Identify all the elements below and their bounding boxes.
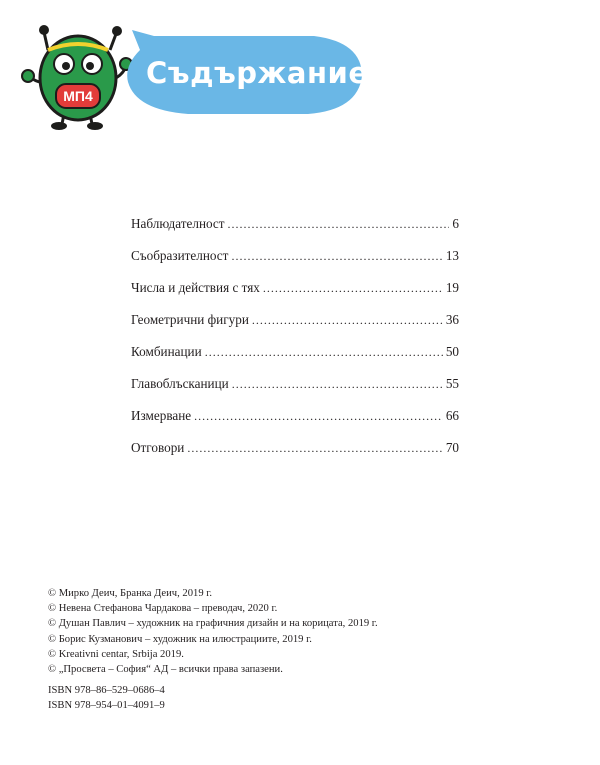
toc-entry[interactable]	[131, 344, 459, 376]
toc-entry-label: Геометрични фигури	[131, 312, 249, 327]
toc-entry-label: Комбинации	[131, 344, 202, 359]
page-title: Съдържание	[146, 56, 369, 90]
toc-entry[interactable]	[131, 376, 459, 408]
toc-entry-page: 66	[445, 408, 459, 423]
dot-leader	[252, 313, 443, 328]
credit-line: © Невена Стефанова Чардакова – преводач, 2020 г.	[48, 603, 278, 615]
mascot-badge-text: МП4	[63, 88, 93, 104]
toc-entry-label: Измерване	[131, 408, 192, 423]
toc-entry-page: 19	[445, 280, 459, 295]
toc-entry-page: 50	[445, 344, 459, 359]
dot-leader	[231, 249, 442, 264]
toc-entry[interactable]	[131, 312, 459, 344]
toc-entry-label: Наблюдателност	[131, 216, 225, 231]
copyright-credits	[48, 586, 378, 677]
toc-entry-page: 6	[452, 216, 459, 231]
toc-entry-page: 13	[445, 248, 459, 263]
isbn-line: ISBN 978–86–529–0686–4	[48, 685, 165, 696]
toc-entry-page: 70	[445, 440, 459, 455]
table-of-contents	[131, 216, 459, 472]
toc-entry[interactable]	[131, 280, 459, 312]
credit-line: © Мирко Деич, Бранка Деич, 2019 г.	[48, 588, 213, 599]
dot-leader	[205, 345, 443, 360]
toc-entry-label: Отговори	[131, 440, 185, 455]
toc-entry-page: 55	[445, 376, 459, 391]
credit-line: © „Просвета – София“ АД – всички права запазени.	[48, 664, 283, 676]
isbn-line: ISBN 978–954–01–4091–9	[48, 700, 165, 712]
toc-entry[interactable]	[131, 440, 459, 472]
toc-entry-label: Главоблъсканици	[131, 376, 229, 391]
dot-leader	[194, 409, 443, 424]
dot-leader	[263, 281, 443, 296]
toc-entry-label: Числа и действия с тях	[131, 280, 260, 295]
isbn-list	[48, 683, 165, 713]
toc-entry[interactable]	[131, 248, 459, 280]
toc-entry-page: 36	[445, 312, 459, 327]
credit-line: © Борис Кузманович – художник на илюстрациите, 2019 г.	[48, 633, 312, 645]
toc-entry[interactable]	[131, 216, 459, 248]
credit-line: © Kreativni centar, Srbija 2019.	[48, 648, 184, 660]
credit-line: © Душан Павлич – художник на графичния дизайн и на корицата, 2019 г.	[48, 618, 378, 630]
toc-entry-label: Съобразителност	[131, 248, 229, 263]
dot-leader	[232, 377, 443, 392]
dot-leader	[228, 217, 450, 232]
toc-entry[interactable]	[131, 408, 459, 440]
dot-leader	[187, 441, 442, 456]
